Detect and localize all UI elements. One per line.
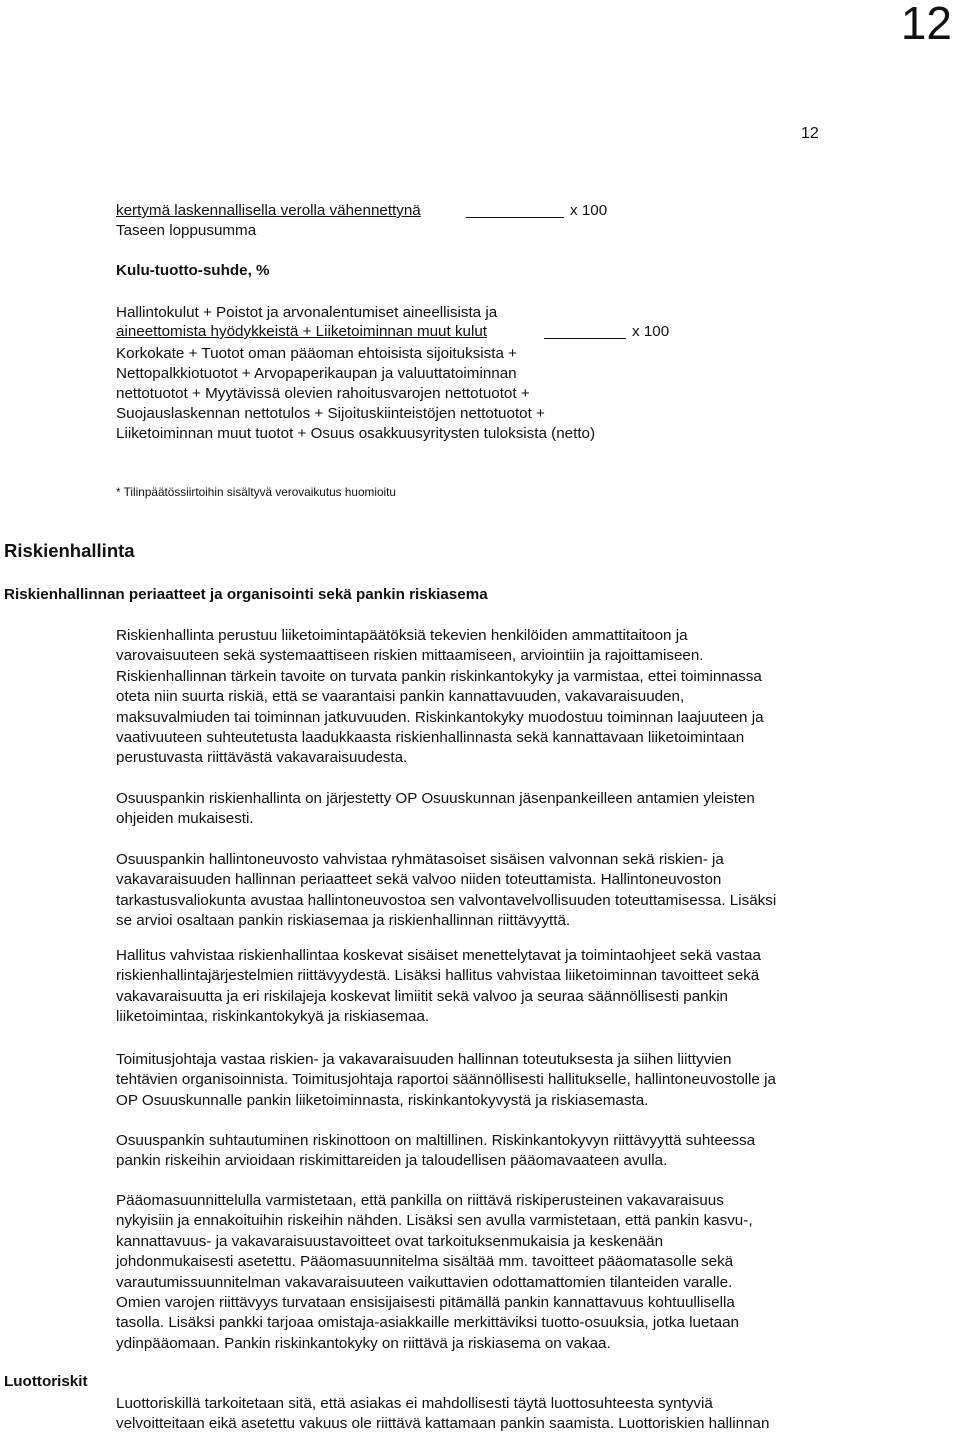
formula-2-numerator-line: Hallintokulut + Poistot ja arvonalentumiset aineellisista ja — [116, 304, 498, 321]
formula-2-multiplier: x 100 — [632, 323, 670, 340]
paragraph-line: ydinpääomaan. Pankin riskinkantokyky on riittävä ja riskiasema on vakaa. — [116, 1334, 611, 1352]
formula-1-fraction-line — [466, 217, 564, 218]
paragraph — [116, 789, 886, 830]
paragraph-credit-risk — [116, 1394, 886, 1435]
paragraph-line: velvoitteitaan eikä asetettu vakuus ole riittävä kattamaan pankin saamista. Luottoriskien hallinnan — [116, 1415, 770, 1433]
paragraph-line: varautumissuunnitelman vakavaraisuuteen vaikuttavien odottamattomien tilanteiden varalle. — [116, 1273, 733, 1291]
formula-2-denominator-line: nettotuotot + Myytävissä olevien rahoitusvarojen nettotuotot + — [116, 385, 530, 402]
formula-2-numerator-line: aineettomista hyödykkeistä + Liiketoiminnan muut kulut — [116, 323, 488, 340]
paragraph-line: ohjeiden mukaisesti. — [116, 810, 254, 828]
formula-2-denominator-line: Liiketoiminnan muut tuotot + Osuus osakkuusyritysten tuloksista (netto) — [116, 425, 596, 442]
paragraph-line: vaativuuteen suhteutetusta laadukkaasta riskienhallinnasta sekä kannattavaan liiketoimintaan — [116, 729, 745, 747]
footnote: * Tilinpäätössiirtoihin sisältyvä verovaikutus huomioitu — [116, 485, 396, 499]
corner-page-number: 12 — [900, 0, 952, 49]
paragraph-line: tarkastusvaliokunta avustaa hallintoneuvostoa sen valvontavelvollisuuden toteuttamisessa. Lisäksi — [116, 891, 777, 909]
paragraph-line: riskienhallintajärjestelmien riittävyydestä. Lisäksi hallitus vahvistaa liiketoiminnan tavoitteet sekä — [116, 967, 760, 985]
paragraph-line: Osuuspankin hallintoneuvosto vahvistaa ryhmätasoiset sisäisen valvonnan sekä riskien- ja — [116, 851, 724, 868]
paragraph — [116, 626, 886, 769]
paragraph-line: Riskienhallinnan tärkein tavoite on turvata pankin riskinkantokyky ja varmistaa, ettei toiminnassa — [116, 667, 762, 685]
paragraph-line: vakavaraisuuden hallinnan periaatteet sekä valvoo niiden toteuttamista. Hallintoneuvoston — [116, 871, 722, 889]
paragraph-line: nykyisiin ja ennakoituihin riskeihin nähden. Lisäksi sen avulla varmistetaan, että pankin kasvu-, — [116, 1212, 753, 1230]
formula-2-denominator-line: Nettopalkkiotuotot + Arvopaperikaupan ja valuuttatoiminnan — [116, 365, 517, 382]
paragraph-line: Pääomasuunnittelulla varmistetaan, että pankilla on riittävä riskiperusteinen vakavaraisuus — [116, 1192, 724, 1209]
paragraph-line: se arvioi osaltaan pankin riskiasemaa ja riskienhallinnan riittävyyttä. — [116, 912, 571, 930]
paragraph — [116, 1131, 886, 1172]
paragraph-line: Riskienhallinta perustuu liiketoimintapäätöksiä tekevien henkilöiden ammattitaitoon ja — [116, 627, 688, 644]
formula-2-fraction-line — [544, 338, 626, 339]
paragraph-line: johdonmukaisesti asetettu. Pääomasuunnitelma sisältää mm. tavoitteet pääomatasolle sekä — [116, 1253, 734, 1271]
paragraph-line: Luottoriskillä tarkoitetaan sitä, että asiakas ei mahdollisesti täytä luottosuhteesta syntyviä — [116, 1395, 713, 1412]
paragraph-line: perustuvasta riittävästä vakavaraisuudesta. — [116, 749, 408, 767]
formula-1-denominator: Taseen loppusumma — [116, 222, 257, 239]
section-heading: Riskienhallinta — [4, 540, 135, 561]
formula-2-denominator-line: Korkokate + Tuotot oman pääoman ehtoisista sijoituksista + — [116, 345, 518, 362]
paragraph — [116, 1191, 886, 1354]
paragraph-line: Omien varojen riittävyys turvataan ensisijaisesti pitämällä pankin kannattavuus kohtuullisella — [116, 1294, 735, 1312]
formula-2-title: Kulu-tuotto-suhde, % — [116, 262, 270, 279]
page-number: 12 — [801, 125, 819, 142]
paragraph-line: vakavaraisuutta ja eri riskilajeja koskevat limiitit sekä valvoo ja seuraa säännöllisesti pankin — [116, 987, 729, 1005]
paragraph-line: Hallitus vahvistaa riskienhallintaa koskevat sisäiset menettelytavat ja toimintaohjeet sekä vastaa — [116, 947, 761, 964]
section-subheading: Riskienhallinnan periaatteet ja organisointi sekä pankin riskiasema — [4, 586, 488, 603]
formula-1-multiplier: x 100 — [570, 202, 608, 219]
paragraph-line: pankin riskeihin arvioidaan riskimittareiden ja taloudellisen pääomavaateen avulla. — [116, 1152, 668, 1170]
paragraph — [116, 1050, 886, 1111]
paragraph — [116, 946, 886, 1028]
paragraph — [116, 850, 886, 932]
paragraph-line: maksuvalmiuden tai toiminnan jatkuvuuden. Riskinkantokyky muodostuu toiminnan laajuuteen ja — [116, 708, 764, 726]
formula-1-numerator: kertymä laskennallisella verolla vähennettynä — [116, 202, 421, 219]
paragraph-line: Toimitusjohtaja vastaa riskien- ja vakavaraisuuden hallinnan toteutuksesta ja siihen liittyvien — [116, 1051, 732, 1068]
paragraph-line: varovaisuuteen sekä systemaattiseen riskien mittaamiseen, arviointiin ja rajoittamiseen. — [116, 647, 704, 665]
paragraph-line: tasolla. Lisäksi pankki tarjoaa omistaja-asiakkaille merkittäviksi tuotto-osuuksia, jotka luetaan — [116, 1314, 739, 1332]
paragraph-line: Osuuspankin suhtautuminen riskinottoon on maltillinen. Riskinkantokyvyn riittävyyttä suhteessa — [116, 1132, 756, 1149]
paragraph-line: oteta niin suurta riskiä, että se vaarantaisi pankin kannattavuuden, vakavaraisuuden, — [116, 688, 685, 706]
paragraph-line: liiketoimintaa, riskinkantokykyä ja riskiasemaa. — [116, 1008, 430, 1026]
paragraph-line: tehtävien organisoinnista. Toimitusjohtaja raportoi säännöllisesti hallitukselle, hallintoneuvostolle ja — [116, 1071, 776, 1089]
formula-2-denominator-line: Suojauslaskennan nettotulos + Sijoituskiinteistöjen nettotuotot + — [116, 405, 545, 422]
paragraph-line: Osuuspankin riskienhallinta on järjestetty OP Osuuskunnan jäsenpankeilleen antamien yleisten — [116, 790, 755, 807]
paragraph-line: OP Osuuskunnalle pankin liiketoiminnasta, riskinkantokyvystä ja riskiasemasta. — [116, 1091, 649, 1109]
side-heading-credit-risk: Luottoriskit — [4, 1373, 88, 1390]
paragraph-line: kannattavuus- ja vakavaraisuustavoitteet ovat tarkoituksenmukaisia ja keskenään — [116, 1232, 664, 1250]
